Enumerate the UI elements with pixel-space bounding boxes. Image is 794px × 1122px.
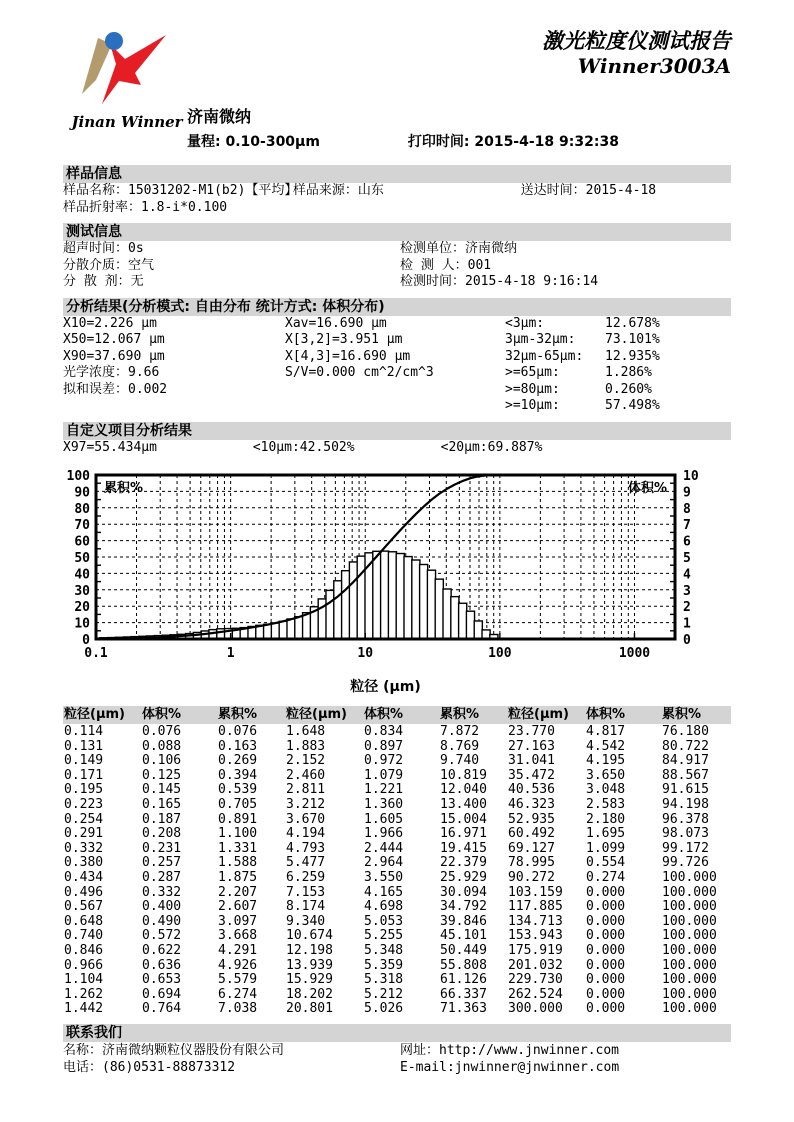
cumulative-cell: 6.274 (218, 986, 258, 1002)
volume-cell: 0.834 (364, 724, 404, 739)
cumulative-cell: 66.337 (440, 986, 487, 1002)
volume-cell: 0.000 (586, 957, 626, 973)
test-time: 检测时间：2015-4-18 9:16:14 (400, 274, 599, 289)
cumulative-cell: 19.415 (440, 840, 487, 856)
cumulative-cell: 0.269 (218, 753, 258, 769)
cumulative-cell: 100.000 (662, 942, 717, 958)
cumulative-cell: 1.875 (218, 869, 258, 885)
size-cell: 1.648 (286, 724, 326, 739)
size-cell: 1.442 (64, 1001, 104, 1017)
cumulative-cell: 16.971 (440, 826, 487, 842)
cumulative-cell: 1.331 (218, 840, 258, 856)
svg-text:8: 8 (683, 501, 691, 517)
cumulative-cell: 100.000 (662, 884, 717, 900)
svg-text:1: 1 (226, 646, 235, 661)
x43-value: X[4,3]=16.690 μm (285, 348, 411, 364)
svg-text:80: 80 (74, 501, 90, 517)
size-cell: 69.127 (508, 840, 555, 856)
volume-cell: 0.187 (142, 811, 182, 827)
svg-text:60: 60 (74, 534, 90, 550)
size-cell: 262.524 (508, 986, 563, 1002)
x97-value: X97=55.434μm (63, 439, 157, 455)
cumulative-cell: 96.378 (662, 811, 709, 827)
size-cell: 0.846 (64, 942, 104, 958)
size-cell: 4.194 (286, 826, 326, 842)
size-cell: 0.131 (64, 738, 104, 754)
size-cell: 0.291 (64, 826, 104, 842)
size-cell: 23.770 (508, 724, 555, 739)
svg-text:50: 50 (74, 551, 90, 566)
table-row (63, 856, 731, 871)
cumulative-cell: 0.076 (218, 724, 258, 739)
cumulative-cell: 98.073 (662, 826, 709, 842)
volume-cell: 4.817 (586, 724, 626, 739)
cumulative-cell: 3.097 (218, 913, 258, 929)
brand-text: Jinan Winner (71, 113, 183, 131)
cumulative-cell: 39.846 (440, 913, 487, 929)
volume-cell: 4.542 (586, 738, 626, 754)
size-cell: 300.000 (508, 1001, 563, 1017)
cumulative-cell: 12.040 (440, 782, 487, 798)
volume-cell: 1.360 (364, 796, 404, 812)
cumulative-cell: 22.379 (440, 855, 487, 871)
size-cell: 46.323 (508, 796, 555, 812)
svg-text:5: 5 (683, 551, 691, 566)
volume-cell: 1.221 (364, 782, 404, 798)
size-cell: 103.159 (508, 884, 563, 900)
svg-text:70: 70 (74, 518, 90, 534)
table-row (63, 754, 731, 769)
cumulative-cell: 94.198 (662, 796, 709, 812)
volume-cell: 3.550 (364, 869, 404, 885)
volume-cell: 1.079 (364, 767, 404, 783)
svg-text:100: 100 (66, 469, 90, 484)
cumulative-cell: 15.004 (440, 811, 487, 827)
cumulative-cell: 100.000 (662, 913, 717, 929)
sample-source: 样品来源：山东 (292, 183, 384, 198)
size-cell: 3.212 (286, 796, 326, 812)
svg-text:20: 20 (74, 600, 90, 616)
size-cell: 5.477 (286, 855, 326, 871)
svg-text:体积%: 体积% (627, 481, 667, 496)
measure-range: 量程: 0.10-300μm (187, 134, 320, 150)
fraction-row: <3μm: 12.678% (505, 315, 660, 331)
cumulative-cell: 5.579 (218, 972, 258, 988)
size-cell: 0.966 (64, 957, 104, 973)
volume-cell: 0.694 (142, 986, 182, 1002)
volume-cell: 2.180 (586, 811, 626, 827)
cumulative-cell: 80.722 (662, 738, 709, 754)
report-header (63, 26, 731, 158)
table-row (63, 725, 731, 740)
size-cell: 8.174 (286, 899, 326, 915)
test-info-right (400, 241, 598, 291)
table-row (63, 871, 731, 886)
cumulative-cell: 50.449 (440, 942, 487, 958)
refractive-index: 样品折射率：1.8-i*0.100 (63, 199, 228, 215)
cumulative-cell: 9.740 (440, 753, 480, 769)
volume-cell: 0.000 (586, 913, 626, 929)
contact-header: 联系我们 (63, 1024, 731, 1042)
svg-text:0: 0 (82, 633, 90, 648)
volume-cell: 0.897 (364, 738, 404, 754)
contact-left (63, 1042, 400, 1076)
svg-text:30: 30 (74, 583, 90, 599)
dispersion-medium: 分散介质：空气 (63, 257, 155, 273)
x90-value: X90=37.690 μm (63, 348, 165, 364)
cumulative-cell: 99.726 (662, 855, 709, 871)
size-cell: 40.536 (508, 782, 555, 798)
cumulative-cell: 3.668 (218, 928, 258, 944)
size-cell: 60.492 (508, 826, 555, 842)
volume-cell: 0.165 (142, 796, 182, 812)
volume-cell: 0.653 (142, 972, 182, 988)
svg-text:2: 2 (683, 600, 691, 616)
size-cell: 153.943 (508, 928, 563, 944)
size-cell: 0.171 (64, 767, 104, 783)
size-cell: 0.149 (64, 753, 104, 769)
test-info-body (63, 241, 731, 291)
table-row (63, 740, 731, 755)
volume-cell: 0.274 (586, 869, 626, 885)
size-cell: 10.674 (286, 928, 333, 944)
size-cell: 13.939 (286, 957, 333, 973)
size-cell: 0.332 (64, 840, 104, 856)
ultrasonic-time: 超声时间：0s (63, 241, 144, 256)
table-row (63, 886, 731, 901)
cumulative-cell: 7.038 (218, 1001, 258, 1017)
size-cell: 1.104 (64, 972, 104, 988)
cumulative-cell: 71.363 (440, 1001, 487, 1017)
size-cell: 0.648 (64, 913, 104, 929)
volume-cell: 0.622 (142, 942, 182, 958)
size-cell: 0.496 (64, 884, 104, 900)
volume-cell: 0.000 (586, 942, 626, 958)
test-info-left (63, 241, 400, 291)
volume-cell: 0.000 (586, 899, 626, 915)
contact-email: E-mail:jnwinner@jnwinner.com (400, 1059, 620, 1075)
size-cell: 1.883 (286, 738, 326, 754)
size-cell: 20.801 (286, 1001, 333, 1017)
cumulative-cell: 4.291 (218, 942, 258, 958)
cumulative-cell: 100.000 (662, 1001, 717, 1017)
size-cell: 0.114 (64, 724, 104, 739)
size-cell: 52.935 (508, 811, 555, 827)
cumulative-cell: 100.000 (662, 986, 717, 1002)
svg-text:10: 10 (74, 616, 90, 632)
volume-cell: 0.972 (364, 753, 404, 769)
size-cell: 134.713 (508, 913, 563, 929)
cumulative-cell: 76.180 (662, 724, 709, 739)
volume-cell: 0.287 (142, 869, 182, 885)
size-cell: 6.259 (286, 869, 326, 885)
svg-text:3: 3 (683, 583, 691, 599)
analysis-body (63, 316, 731, 415)
svg-text:40: 40 (74, 567, 90, 583)
size-cell: 15.929 (286, 972, 333, 988)
sample-name: 样品名称：15031202-M1(b2)【平均】 (63, 183, 298, 198)
company-logo (67, 28, 187, 131)
jinan-winner-logo-icon (72, 28, 182, 108)
cumulative-cell: 25.929 (440, 869, 487, 885)
dispersant: 分 散 剂：无 (63, 274, 144, 289)
contact-phone: 电话：(86)0531-88873312 (63, 1059, 236, 1075)
print-time: 打印时间: 2015-4-18 9:32:38 (407, 134, 619, 150)
size-cell: 2.460 (286, 767, 326, 783)
volume-cell: 2.964 (364, 855, 404, 871)
cumulative-cell: 8.769 (440, 738, 480, 754)
size-cell: 78.995 (508, 855, 555, 871)
volume-cell: 0.764 (142, 1001, 182, 1017)
table-header-row: 粒径(μm) 体积% 累积% 粒径(μm) 体积% 累积% 粒径(μm) 体积% 累积% (63, 706, 731, 724)
fraction-row: >=80μm: 0.260% (505, 381, 652, 397)
sample-info-header: 样品信息 (63, 165, 731, 183)
table-row (63, 769, 731, 784)
volume-cell: 0.125 (142, 767, 182, 783)
volume-cell: 2.583 (586, 796, 626, 812)
svg-text:10: 10 (683, 469, 699, 484)
cumulative-cell: 100.000 (662, 957, 717, 973)
cumulative-cell: 0.163 (218, 738, 258, 754)
svg-text:1: 1 (683, 616, 691, 632)
svg-text:6: 6 (683, 534, 691, 550)
under-10um: <10μm:42.502% (252, 439, 355, 455)
cumulative-cell: 88.567 (662, 767, 709, 783)
size-cell: 0.223 (64, 796, 104, 812)
particle-size-distribution-chart (63, 465, 731, 699)
volume-cell: 3.650 (586, 767, 626, 783)
volume-cell: 0.145 (142, 782, 182, 798)
fraction-row: 32μm-65μm: 12.935% (505, 348, 660, 364)
svg-text:7: 7 (683, 518, 691, 534)
cumulative-cell: 13.400 (440, 796, 487, 812)
size-cell: 0.380 (64, 855, 104, 871)
contact-body (63, 1042, 731, 1076)
size-cell: 31.041 (508, 753, 555, 769)
x10-value: X10=2.226 μm (63, 315, 157, 331)
title-block (542, 28, 731, 78)
volume-cell: 0.554 (586, 855, 626, 871)
cumulative-cell: 61.126 (440, 972, 487, 988)
cumulative-cell: 0.539 (218, 782, 258, 798)
table-row (63, 944, 731, 959)
cumulative-cell: 4.926 (218, 957, 258, 973)
volume-cell: 0.208 (142, 826, 182, 842)
svg-text:90: 90 (74, 485, 90, 501)
volume-cell: 4.165 (364, 884, 404, 900)
volume-cell: 2.444 (364, 840, 404, 856)
size-cell: 0.740 (64, 928, 104, 944)
cumulative-cell: 0.394 (218, 767, 258, 783)
table-row (63, 813, 731, 828)
delivery-time: 送达时间：2015-4-18 (520, 183, 657, 198)
volume-cell: 5.348 (364, 942, 404, 958)
volume-cell: 5.053 (364, 913, 404, 929)
svg-text:0.1: 0.1 (84, 646, 108, 661)
svg-text:1000: 1000 (618, 646, 651, 661)
size-cell: 12.198 (286, 942, 333, 958)
table-row (63, 827, 731, 842)
svg-text:100: 100 (488, 646, 512, 661)
cumulative-cell: 34.792 (440, 899, 487, 915)
cumulative-cell: 45.101 (440, 928, 487, 944)
fit-error: 拟和误差：0.002 (63, 381, 168, 397)
size-cell: 7.153 (286, 884, 326, 900)
contact-website: 网址：http://www.jnwinner.com (400, 1042, 620, 1058)
volume-cell: 1.605 (364, 811, 404, 827)
size-cell: 0.195 (64, 782, 104, 798)
cumulative-cell: 30.094 (440, 884, 487, 900)
volume-cell: 5.359 (364, 957, 404, 973)
optical-density: 光学浓度：9.66 (63, 365, 160, 380)
volume-cell: 1.695 (586, 826, 626, 842)
svg-text:粒径 (μm): 粒径 (μm) (350, 679, 421, 695)
table-row (63, 959, 731, 974)
cumulative-cell: 10.819 (440, 767, 487, 783)
test-person: 检 测 人：001 (400, 257, 492, 273)
range-row (187, 131, 619, 151)
report-title: 激光粒度仪测试报告 (542, 29, 731, 53)
volume-cell: 0.636 (142, 957, 182, 973)
cumulative-cell: 2.607 (218, 899, 258, 915)
size-cell: 1.262 (64, 986, 104, 1002)
test-unit: 检测单位：济南微纳 (400, 241, 518, 256)
volume-cell: 0.088 (142, 738, 182, 754)
svg-text:10: 10 (357, 646, 374, 661)
volume-cell: 0.332 (142, 884, 182, 900)
size-cell: 2.152 (286, 753, 326, 769)
cumulative-cell: 91.615 (662, 782, 709, 798)
volume-cell: 0.000 (586, 1001, 626, 1017)
size-cell: 0.254 (64, 811, 104, 827)
fraction-row: >=10μm: 57.498% (505, 398, 660, 413)
cumulative-cell: 100.000 (662, 899, 717, 915)
table-row (63, 842, 731, 857)
cumulative-cell: 84.917 (662, 753, 709, 769)
custom-analysis-body (63, 440, 731, 457)
custom-analysis-header: 自定义项目分析结果 (63, 422, 731, 440)
volume-cell: 1.966 (364, 826, 404, 842)
company-short-name: 济南微纳 (187, 107, 252, 126)
size-cell: 2.811 (286, 782, 326, 798)
size-cell: 0.567 (64, 899, 104, 915)
volume-cell: 1.099 (586, 840, 626, 856)
size-cell: 201.032 (508, 957, 563, 973)
size-cell: 229.730 (508, 972, 563, 988)
volume-cell: 0.400 (142, 899, 182, 915)
size-cell: 117.885 (508, 899, 563, 915)
volume-cell: 5.255 (364, 928, 404, 944)
volume-cell: 0.572 (142, 928, 182, 944)
cumulative-cell: 1.588 (218, 855, 258, 871)
cumulative-cell: 100.000 (662, 972, 717, 988)
volume-cell: 0.231 (142, 840, 182, 856)
volume-cell: 0.257 (142, 855, 182, 871)
table-row (63, 1002, 731, 1017)
test-info-header: 测试信息 (63, 223, 731, 241)
volume-cell: 0.000 (586, 972, 626, 988)
volume-cell: 5.318 (364, 972, 404, 988)
cumulative-cell: 0.705 (218, 796, 258, 812)
table-row (63, 900, 731, 915)
instrument-model: Winner3003A (577, 54, 731, 78)
table-row (63, 988, 731, 1003)
table-row (63, 929, 731, 944)
analysis-col2 (285, 316, 505, 415)
table-row (63, 973, 731, 988)
sv-ratio: S/V=0.000 cm^2/cm^3 (285, 365, 434, 380)
size-cell: 9.340 (286, 913, 326, 929)
size-cell: 3.670 (286, 811, 326, 827)
cumulative-cell: 1.100 (218, 826, 258, 842)
cumulative-cell: 100.000 (662, 928, 717, 944)
volume-cell: 0.000 (586, 986, 626, 1002)
cumulative-cell: 2.207 (218, 884, 258, 900)
svg-text:累积%: 累积% (104, 481, 144, 496)
volume-cell: 0.490 (142, 913, 182, 929)
volume-cell: 5.026 (364, 1001, 404, 1017)
svg-text:9: 9 (683, 485, 691, 501)
volume-cell: 0.000 (586, 928, 626, 944)
volume-cell: 0.106 (142, 753, 182, 769)
contact-right (400, 1042, 619, 1076)
table-row (63, 798, 731, 813)
volume-cell: 5.212 (364, 986, 404, 1002)
under-20um: <20μm:69.887% (440, 439, 543, 455)
analysis-header: 分析结果(分析模式: 自由分布 统计方式: 体积分布) (63, 298, 731, 316)
cumulative-cell: 100.000 (662, 869, 717, 885)
cumulative-cell: 99.172 (662, 840, 709, 856)
volume-cell: 3.048 (586, 782, 626, 798)
analysis-col1 (63, 316, 285, 415)
volume-cell: 0.000 (586, 884, 626, 900)
size-cell: 0.434 (64, 869, 104, 885)
size-cell: 35.472 (508, 767, 555, 783)
x32-value: X[3,2]=3.951 μm (285, 332, 403, 347)
cumulative-cell: 55.808 (440, 957, 487, 973)
size-cell: 175.919 (508, 942, 563, 958)
distribution-table (63, 725, 731, 1017)
sample-info-row1 (63, 183, 731, 200)
table-row (63, 915, 731, 930)
size-cell: 18.202 (286, 986, 333, 1002)
size-cell: 4.793 (286, 840, 326, 856)
xav-value: Xav=16.690 μm (285, 315, 387, 331)
fraction-row: >=65μm: 1.286% (505, 365, 652, 380)
x50-value: X50=12.067 μm (63, 332, 165, 347)
volume-cell: 4.195 (586, 753, 626, 769)
cumulative-cell: 0.891 (218, 811, 258, 827)
size-cell: 90.272 (508, 869, 555, 885)
svg-text:4: 4 (683, 567, 691, 583)
cumulative-cell: 7.872 (440, 724, 480, 739)
svg-text:0: 0 (683, 633, 691, 648)
fraction-row: 3μm-32μm: 73.101% (505, 332, 660, 347)
volume-cell: 4.698 (364, 899, 404, 915)
contact-company: 名称：济南微纳颗粒仪器股份有限公司 (63, 1042, 285, 1058)
analysis-col3 (505, 316, 731, 415)
size-cell: 27.163 (508, 738, 555, 754)
volume-cell: 0.076 (142, 724, 182, 739)
table-row (63, 783, 731, 798)
